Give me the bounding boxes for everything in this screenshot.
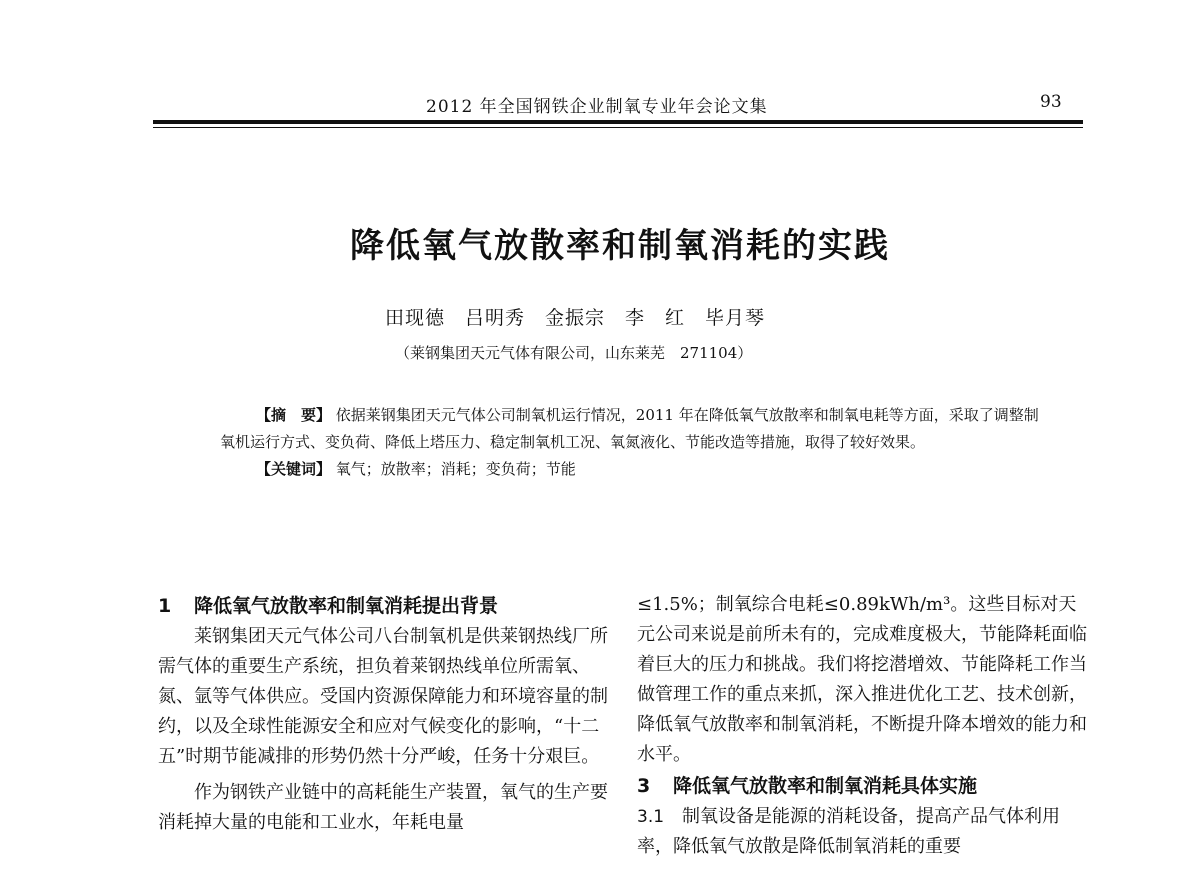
- keywords-text: 氧气；放散率；消耗；变负荷；节能: [335, 460, 576, 478]
- section-3-title: 降低氧气放散率和制氧消耗具体实施: [673, 775, 978, 797]
- right-column: [637, 590, 1089, 862]
- author-list: 田现德 吕明秀 金振宗 李 红 毕月琴: [385, 307, 766, 329]
- abstract-paragraph: [220, 402, 1040, 456]
- body-paragraph-continued: ≤1.5%；制氧综合电耗≤0.89kWh/m³。这些目标对天元公司来说是前所未有的，完成难度极大，节能降耗面临着巨大的压力和挑战。我们将挖潜增效、节能降耗工作当做管理工作的重点来抓，深入推进优化工艺、技术创新，降低氧气放散率和制氧消耗，不断提升降本增效的能力和水平。: [637, 594, 1087, 765]
- page-number: 93: [1040, 92, 1062, 112]
- subsection-3-1-text: 制氧设备是能源的消耗设备，提高产品气体利用率，降低氧气放散是降低制氧消耗的重要: [637, 806, 1061, 857]
- section-1-title: 降低氧气放散率和制氧消耗提出背景: [194, 595, 499, 617]
- subsection-3-1-number: 3.1: [637, 807, 665, 827]
- body-paragraph-2: 作为钢铁产业链中的高耗能生产装置，氧气的生产要消耗掉大量的电能和工业水，年耗电量: [158, 782, 608, 833]
- abstract-label: 【摘 要】: [256, 406, 332, 424]
- section-1-number: 1: [158, 595, 172, 617]
- keywords-label: 【关键词】: [256, 460, 332, 478]
- header-rule-thin: [153, 127, 1083, 128]
- keywords-line: [220, 456, 1040, 483]
- paper-title: 降低氧气放散率和制氧消耗的实践: [350, 226, 890, 266]
- body-paragraph-1: 莱钢集团天元气体公司八台制氧机是供莱钢热线厂所需气体的重要生产系统，担负着莱钢热线单位所需氧、氮、氩等气体供应。受国内资源保障能力和环境容量的制约，以及全球性能源安全和应对气候变化的影响，“十二五”时期节能减排的形势仍然十分严峻，任务十分艰巨。: [158, 626, 608, 767]
- subsection-3-1: [637, 802, 1089, 862]
- running-header: 2012 年全国钢铁企业制氧专业年会论文集: [426, 97, 768, 117]
- left-column: [158, 590, 608, 838]
- abstract-block: [220, 402, 1040, 483]
- section-3-heading: [637, 770, 1089, 802]
- section-1-heading: [158, 590, 608, 622]
- header-rule-thick: [153, 120, 1083, 124]
- affiliation: （莱钢集团天元气体有限公司，山东莱芜 271104）: [395, 344, 753, 362]
- abstract-text: 依据莱钢集团天元气体公司制氧机运行情况，2011 年在降低氧气放散率和制氧电耗等方面，采取了调整制氧机运行方式、变负荷、降低上塔压力、稳定制氧机工况、氧氮液化、节能改造等措施，取得了较好效果。: [220, 406, 1039, 451]
- section-3-number: 3: [637, 775, 651, 797]
